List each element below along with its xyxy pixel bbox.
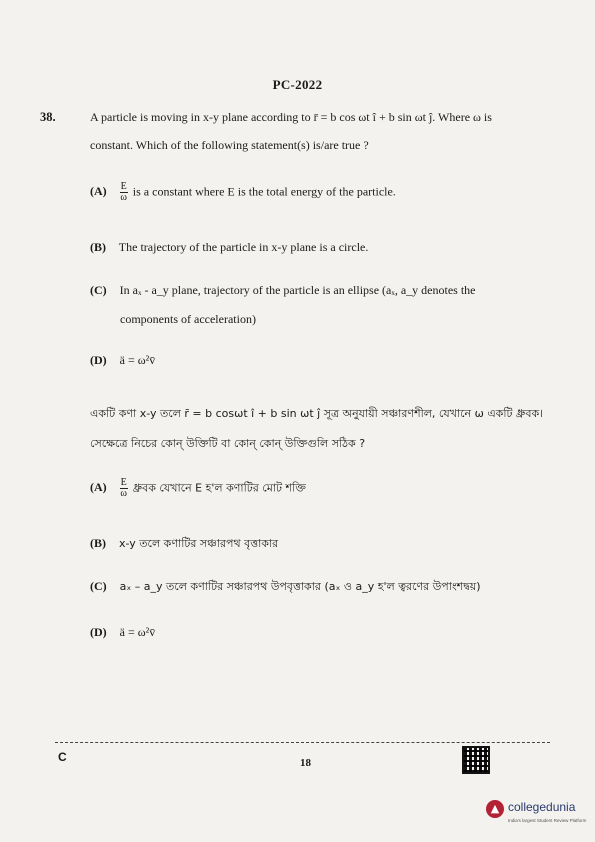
fraction-denominator: ω [120,192,128,203]
question-en-line2: constant. Which of the following statement(s) is/are true ? [90,138,369,152]
question-number: 38. [40,110,56,124]
en-option-b [90,240,368,255]
footer-letter: C [58,750,67,764]
bn-option-c [90,578,481,597]
option-label: (C) [90,579,107,593]
question-en-line1: A particle is moving in x-y plane according to r̄ = b cos ωt î + b sin ωt ĵ. Where ω is [90,110,492,124]
option-text: The trajectory of the particle in x-y plane is a circle. [118,240,369,254]
option-label: (B) [90,536,106,550]
option-text: x-y তলে কণাটির সঞ্চারপথ বৃত্তাকার [119,537,279,550]
bn-option-d [90,625,155,640]
option-label: (A) [90,184,107,199]
option-text: In aₓ - a_y plane, trajectory of the particle is an ellipse (aₓ, a_y denotes the [119,283,476,297]
option-label: (D) [90,353,107,367]
bn-option-a [90,478,306,499]
option-text: ধ্রুবক যেখানে E হ'ল কণাটির মোট শক্তি [132,481,306,495]
fraction [120,182,128,203]
page-header: PC-2022 [272,77,323,92]
page-number: 18 [300,757,311,769]
watermark-brand: collegedunia [508,800,576,814]
option-label: (D) [90,625,107,639]
question-bn-line2: সেক্ষেত্রে নিচের কোন্ উক্তিটি বা কোন্ কোন্ উক্তিগুলি সঠিক ? [90,437,366,450]
en-option-c [90,283,476,298]
option-text: is a constant where E is the total energy of the particle. [132,184,396,199]
fraction [120,478,128,499]
footer-divider [55,742,550,743]
fraction-numerator: E [120,477,127,488]
question-bn-line1: একটি কণা x-y তলে r̄ = b cosωt î + b sin ωt ĵ সূত্র অনুযায়ী সঞ্চারণশীল, যেখানে ω একটি ধ্রুবক। [90,407,544,420]
en-option-a [90,182,396,203]
option-label: (C) [90,283,107,297]
option-text: ä = ω²v̄ [119,353,156,367]
qr-code-icon [462,746,490,774]
option-label: (B) [90,240,106,254]
option-text: aₓ – a_y তলে কণাটির সঞ্চারপথ উপবৃত্তাকার (aₓ ও a_y হ'ল ত্বরণের উপাংশদ্বয়) [119,580,481,593]
en-option-d [90,353,155,368]
graduate-cap-icon: ▲ [486,800,504,818]
en-option-c-line2: components of acceleration) [120,312,256,326]
bn-option-b [90,535,278,554]
watermark-tagline: India's largest Student Review Platform [508,818,587,823]
option-text: ä = ω²v̄ [119,625,156,639]
option-label: (A) [90,480,107,495]
fraction-denominator: ω [120,488,128,499]
watermark-logo [486,796,592,836]
fraction-numerator: E [120,181,127,192]
